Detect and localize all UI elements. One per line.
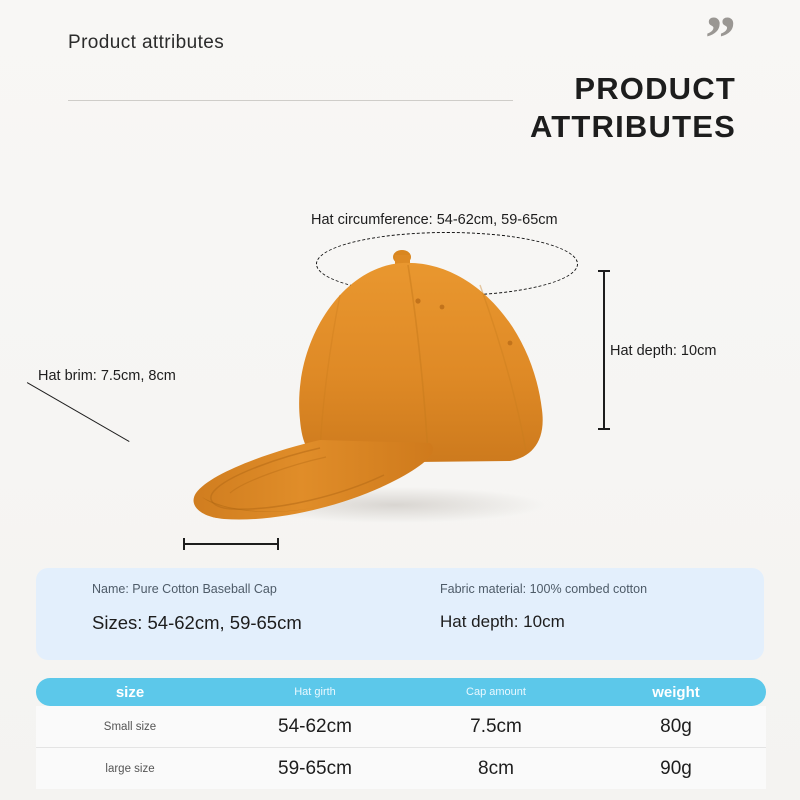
brim-label: Hat brim: 7.5cm, 8cm	[38, 368, 176, 384]
page-title-large	[530, 70, 736, 146]
row-0-girth: 54-62cm	[224, 706, 406, 748]
info-hat-depth: Hat depth: 10cm	[440, 612, 565, 631]
table-header-amount: Cap amount	[406, 678, 586, 706]
row-1-size: large size	[36, 748, 224, 790]
row-1-amount: 8cm	[406, 748, 586, 790]
page-title-small: Product attributes	[68, 32, 225, 53]
row-0-size: Small size	[36, 706, 224, 748]
table-header-weight: weight	[586, 678, 766, 706]
row-1-girth: 59-65cm	[224, 748, 406, 790]
page-header	[0, 0, 800, 150]
row-0-amount: 7.5cm	[406, 706, 586, 748]
circumference-label: Hat circumference: 54-62cm, 59-65cm	[311, 212, 558, 228]
info-fabric-material: Fabric material: 100% combed cotton	[440, 582, 648, 596]
hat-diagram	[0, 150, 800, 550]
table-header-size: size	[36, 678, 224, 706]
brim-leader-line	[27, 382, 130, 442]
row-0-weight: 80g	[586, 706, 766, 748]
table-row	[36, 706, 766, 748]
info-product-name: Name: Pure Cotton Baseball Cap	[92, 582, 277, 596]
depth-dimension-bracket	[598, 270, 610, 430]
spec-table	[36, 678, 766, 789]
header-divider	[68, 100, 513, 101]
table-header-row	[36, 678, 766, 706]
table-row	[36, 748, 766, 790]
info-panel	[36, 568, 764, 660]
brim-dimension-bracket	[183, 538, 279, 550]
row-1-weight: 90g	[586, 748, 766, 790]
depth-label: Hat depth: 10cm	[610, 343, 717, 359]
page-title-large-line2: ATTRIBUTES	[529, 108, 736, 144]
baseball-cap-illustration	[180, 205, 600, 535]
page-title-large-line1: PRODUCT	[574, 71, 736, 106]
quote-icon: ”	[705, 5, 738, 73]
table-header-girth: Hat girth	[224, 678, 406, 706]
info-sizes: Sizes: 54-62cm, 59-65cm	[92, 612, 302, 633]
